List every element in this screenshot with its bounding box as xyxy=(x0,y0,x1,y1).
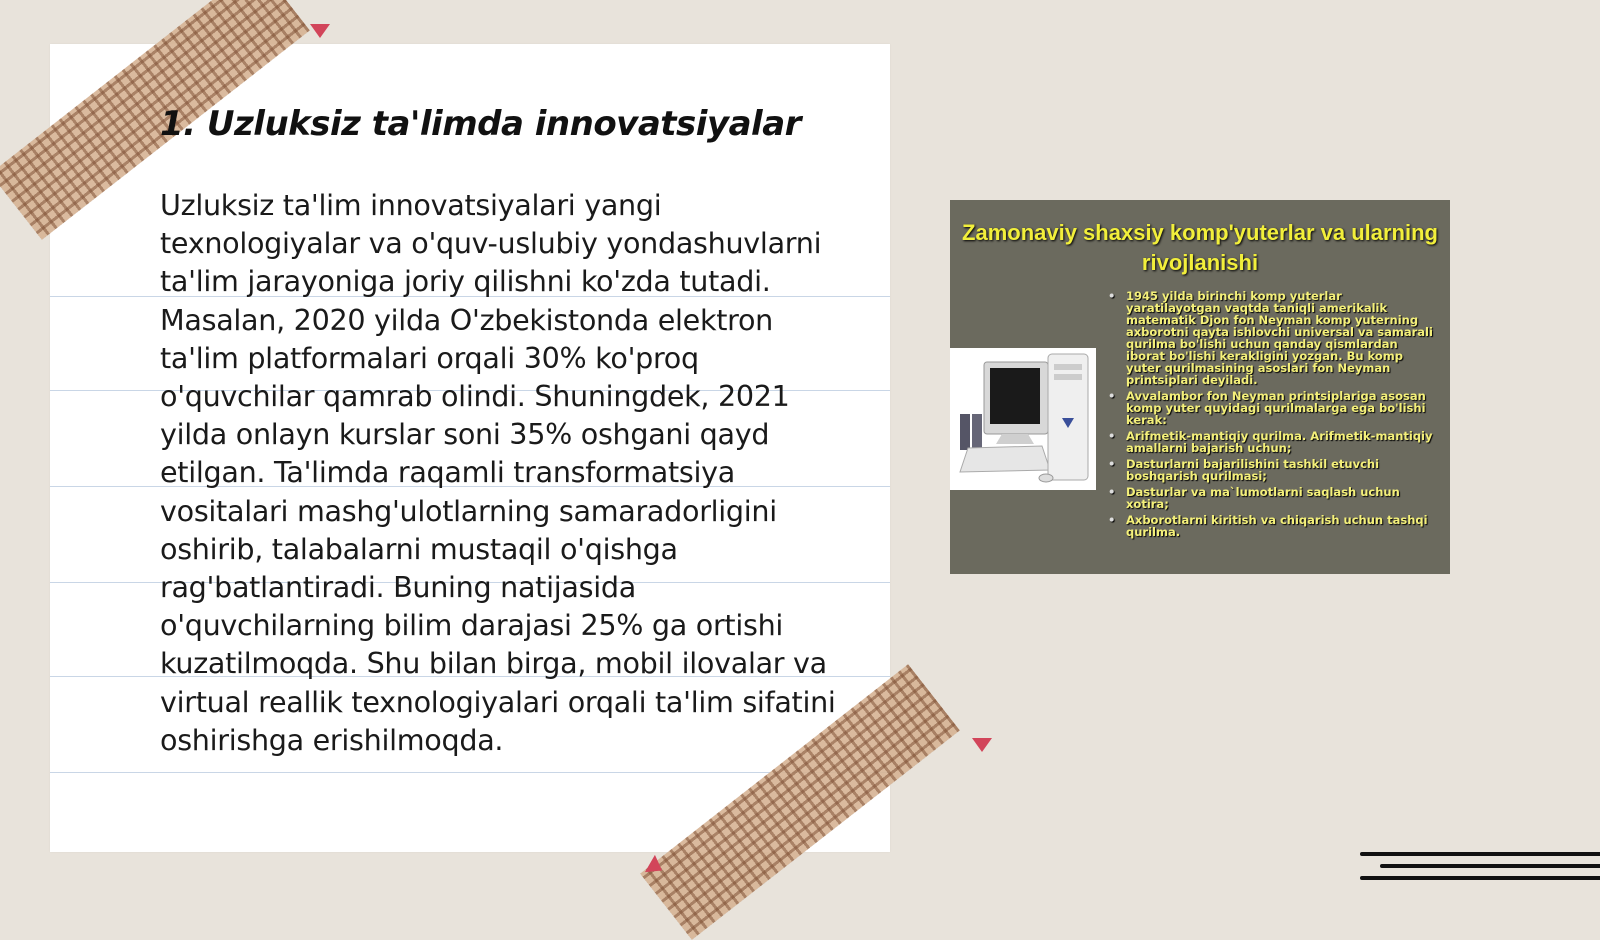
list-item: • Dasturlar va ma`lumotlarni saqlash uchun xotira; xyxy=(1108,486,1438,510)
slide-bullet-list xyxy=(1108,290,1438,542)
paper-rule xyxy=(50,772,890,773)
stripe xyxy=(1380,864,1600,868)
page-title: 1. Uzluksiz ta'limda innovatsiyalar xyxy=(160,104,801,144)
slide-image xyxy=(950,200,1450,574)
list-item: • 1945 yilda birinchi komp yuterlar yaratilayotgan vaqtda taniqli amerikalik matematik Djon fon Neyman komp yuterning axborotni qayta ishlovchi universal va samarali qurilma bo'lishi uchun qanday qismlardan iborat bo'lishi kerakligini yozgan. Bu komp yuter qurilmasining asoslari fon Neyman printsiplari deyiladi. xyxy=(1108,290,1438,386)
body-paragraph: Uzluksiz ta'lim innovatsiyalari yangi texnologiyalar va o'quv-uslubiy yondashuvlarni ta'lim jarayoniga joriy qilishni ko'zda tutadi. Masalan, 2020 yilda O'zbekistonda elektron ta'lim platformalari orqali 30% ko'proq o'quvchilar qamrab olindi. Shuningdek, 2021 yilda onlayn kurslar soni 35% oshgani qayd etilgan. Ta'limda raqamli transformatsiya vositalari mashg'ulotlarning samaradorligini oshirib, talabalarni mustaqil o'qishga rag'batlantiradi. Buning natijasida o'quvchilarning bilim darajasi 25% ga ortishi kuzatilmoqda. Shu bilan birga, mobil ilovalar va virtual reallik texnologiyalari orqali ta'lim sifatini oshirishga erishilmoqda. xyxy=(160,188,836,757)
computer-icon xyxy=(950,348,1096,490)
decorative-stripes xyxy=(1350,846,1600,886)
list-item: • Arifmetik-mantiqiy qurilma. Arifmetik-mantiqiy amallarni bajarish uchun; xyxy=(1108,430,1438,454)
list-item: • Avvalambor fon Neyman printsiplariga asosan komp yuter quyidagi qurilmalarga ega bo'lishi kerak: xyxy=(1108,390,1438,426)
pin-icon xyxy=(972,738,992,752)
stripe xyxy=(1360,852,1600,856)
slide-title: Zamonaviy shaxsiy komp'yuterlar va ularning rivojlanishi xyxy=(962,220,1438,275)
list-item: • Axborotlarni kiritish va chiqarish uchun tashqi qurilma. xyxy=(1108,514,1438,538)
list-item: • Dasturlarni bajarilishini tashkil etuvchi boshqarish qurilmasi; xyxy=(1108,458,1438,482)
stripe xyxy=(1360,876,1600,880)
pin-icon xyxy=(310,24,330,38)
